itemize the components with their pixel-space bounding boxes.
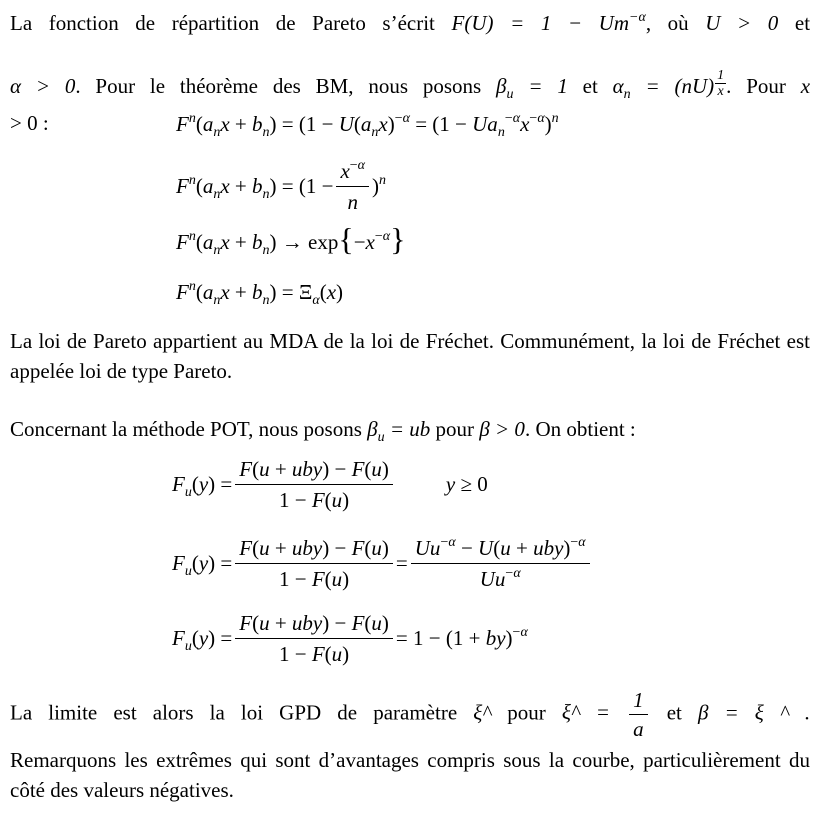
equation-bm-2: $F^n(a_nx + b_n) = (1$ − $\frac{x^{-\alpha}}{n}$ )$^n$ [176, 158, 387, 214]
paragraph-1-line-1: La fonction de répartition de Pareto s’écrit $F(U) = 1 - Um^{-\alpha}$, où U > 0 et [10, 10, 811, 35]
paragraph-5: Remarquons les extrêmes qui sont d’avantages compris sous la courbe, particulièrement du côté des valeurs négatives. [10, 748, 810, 802]
equation-bm-3: $F^n(a_nx + b_n) \to \exp\{-x^{-\alpha}\}$ [176, 221, 406, 258]
equation-pot-2: $F_u(y)$ = $\frac{\text{F(u + uby) − F(u)}}{1 - F(u)}$ = $\frac{Uu^{-\alpha} - U(u + uby)^{-\alpha}}{Uu^{-\alpha}}$ [172, 535, 593, 592]
paragraph-4: La limite est alors la loi GPD de paramètre ξ^ pour ξ^ = $\frac{1}{a}$ et β = ξ ^ . [10, 688, 811, 741]
equation-pot-3: $F_u(y)$ = $\frac{\text{F(u + uby) − F(u)}}{1 - F(u)}$ = 1 − (1 + by)$^{-\alpha}$ [172, 611, 528, 666]
paragraph-2: La loi de Pareto appartient au MDA de la loi de Fréchet. Communément, la loi de Fréchet est appelée loi de type Pareto. [10, 329, 810, 383]
equation-bm-1: $F^n(a_nx + b_n) = (1 - U(a_nx)^{-\alpha} = (1 - Ua_n^{-\alpha}x^{-\alpha})^n$ [176, 111, 559, 140]
paragraph-1-line-3: > 0 : [10, 111, 49, 135]
paragraph-3: Concernant la méthode POT, nous posons $\beta_u$ = ub pour β > 0. On obtient : [10, 417, 636, 445]
paragraph-1-line-2: α > 0. Pour le théorème des BM, nous posons $\beta_u = 1$ et $\alpha_n = (nU)$ $\frac{1}{x}$ . Pour x [10, 68, 811, 102]
equation-pot-1: $F_u(y)$ = $\frac{\text{F(u + uby) − F(u)}}{1 - F(u)}$ y ≥ 0 [172, 457, 488, 512]
pareto-cdf-formula: $F(U) = 1 - Um^{-\alpha}$ [451, 10, 646, 35]
equation-bm-4: $F^n(a_nx + b_n) = \Xi_\alpha(x)$ [176, 279, 344, 308]
